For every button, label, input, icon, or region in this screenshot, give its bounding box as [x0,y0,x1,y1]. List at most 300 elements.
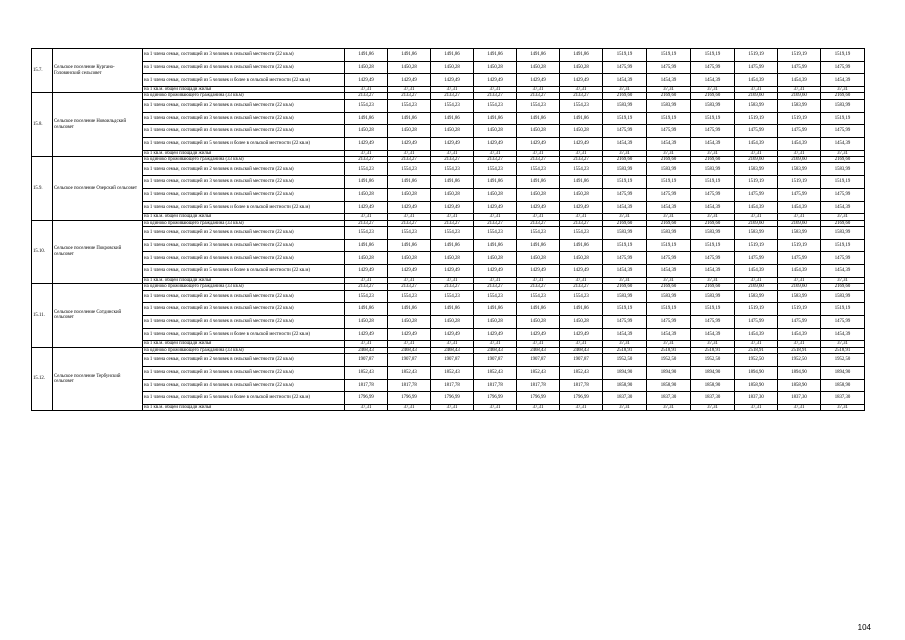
tariff-value: 2169,60 [735,284,778,290]
tariff-value: 1429,49 [431,328,474,341]
tariff-value: 1519,19 [603,112,647,125]
tariff-value: 1429,49 [345,137,388,150]
tariff-value: 37,31 [560,277,603,283]
tariff-value: 1519,19 [647,303,691,316]
table-row [32,49,865,62]
tariff-value: 2169,60 [778,220,821,226]
tariff-value: 1491,86 [388,49,431,62]
tariff-value: 1554,23 [345,290,388,303]
tariff-value: 1554,23 [388,99,431,112]
tariff-value: 1858,90 [735,379,778,392]
tariff-value: 1454,39 [821,265,865,278]
tariff-value: 1519,19 [647,176,691,189]
tariff-value: 37,31 [821,150,865,156]
tariff-value: 1429,49 [474,74,517,87]
item-number: 15.7. [32,49,53,93]
tariff-value: 1429,49 [560,328,603,341]
tariff-value: 1429,49 [388,137,431,150]
tariff-value: 2133,27 [388,284,431,290]
tariff-value: 2133,27 [431,220,474,226]
tariff-value: 1837,30 [647,392,691,405]
tariff-value: 37,31 [647,214,691,220]
tariff-value: 1475,99 [603,125,647,138]
settlement-name: Сельское поселение Новоильдский сельсовет [53,93,143,157]
tariff-value: 37,31 [691,87,735,93]
table-row [32,252,865,265]
norm-description: на 1 члена семьи, состоящей из 4 человек в сельской местности (22 кв.м) [143,315,345,328]
norm-description: на 1 члена семьи, состоящей из 5 человек и более в сельской местности (22 кв.м) [143,137,345,150]
tariff-value: 37,31 [560,214,603,220]
tariff-value: 1429,49 [517,137,560,150]
tariff-value: 1583,99 [691,99,735,112]
norm-description: на 1 члена семьи, состоящей из 4 человек в сельской местности (22 кв.м) [143,61,345,74]
table-row [32,366,865,379]
tariff-value: 1454,39 [647,74,691,87]
table-row [32,290,865,303]
tariff-value: 37,31 [431,404,474,410]
table-row [32,112,865,125]
tariff-value: 1491,86 [517,303,560,316]
tariff-value: 1454,39 [691,137,735,150]
tariff-value: 37,31 [603,341,647,347]
tariff-value: 1858,90 [691,379,735,392]
tariff-value: 1454,39 [821,201,865,214]
tariff-value: 1491,86 [517,239,560,252]
tariff-value: 37,31 [388,277,431,283]
tariff-value: 2169,60 [603,284,647,290]
tariff-value: 1429,49 [431,74,474,87]
tariff-value: 1952,50 [647,354,691,367]
settlement-name: Сельское поселение Озерский сельсовет [53,157,143,221]
tariff-value: 2169,60 [735,157,778,163]
tariff-value: 37,31 [431,150,474,156]
tariff-value: 1858,90 [778,379,821,392]
tariff-value: 37,31 [735,150,778,156]
tariff-value: 1554,23 [431,227,474,240]
tariff-value: 37,31 [691,404,735,410]
item-number: 15.10. [32,220,53,284]
tariff-value: 37,31 [388,214,431,220]
tariff-value: 1475,99 [735,61,778,74]
table-row [32,74,865,87]
tariff-value: 1491,86 [474,239,517,252]
tariff-value: 1852,43 [431,366,474,379]
tariff-value: 1491,86 [345,239,388,252]
norm-description: на 1 члена семьи, состоящей из 3 человек в сельской местности (22 кв.м) [143,176,345,189]
tariff-value: 1519,19 [691,303,735,316]
norm-description: на одиноко проживающего гражданина (33 кв.м) [143,220,345,226]
tariff-value: 1554,23 [474,227,517,240]
tariff-value: 1429,49 [431,265,474,278]
tariff-value: 1491,86 [431,239,474,252]
tariff-value: 2169,60 [821,93,865,99]
tariff-value: 1817,78 [517,379,560,392]
tariff-value: 1952,50 [603,354,647,367]
tariff-value: 2169,60 [691,284,735,290]
tariff-value: 1454,39 [778,74,821,87]
tariff-value: 2169,60 [691,220,735,226]
tariff-value: 37,31 [603,150,647,156]
tariff-value: 2133,27 [388,93,431,99]
tariff-value: 1429,49 [431,201,474,214]
tariff-value: 1454,39 [603,201,647,214]
tariff-value: 1583,99 [603,227,647,240]
tariff-value: 2133,27 [345,284,388,290]
tariff-value: 1475,99 [647,315,691,328]
norm-description: на 1 члена семьи, состоящей из 2 человек в сельской местности (22 кв.м) [143,163,345,176]
tariff-value: 1519,19 [735,49,778,62]
tariff-value: 1475,99 [735,315,778,328]
tariff-value: 1519,19 [735,176,778,189]
norm-description: на 1 члена семьи, состоящей из 5 человек и более в сельской местности (22 кв.м) [143,328,345,341]
tariff-value: 37,31 [517,150,560,156]
tariff-value: 1475,99 [603,315,647,328]
tariff-value: 37,31 [388,150,431,156]
tariff-value: 2169,60 [647,93,691,99]
tariff-value: 1491,86 [560,239,603,252]
tariff-value: 1519,19 [821,303,865,316]
tariff-value: 1429,49 [388,265,431,278]
tariff-value: 1429,49 [474,137,517,150]
tariff-value: 1907,87 [560,354,603,367]
tariff-value: 37,31 [431,214,474,220]
tariff-value: 37,31 [560,341,603,347]
tariff-value: 37,31 [474,341,517,347]
tariff-value: 1491,86 [388,239,431,252]
tariff-value: 37,31 [821,404,865,410]
tariff-value: 1475,99 [821,252,865,265]
tariff-value: 37,31 [778,87,821,93]
tariff-value: 1894,90 [603,366,647,379]
tariff-value: 1852,43 [345,366,388,379]
tariff-value: 37,31 [388,87,431,93]
tariff-value: 1454,39 [603,265,647,278]
tariff-value: 1837,30 [735,392,778,405]
tariff-value: 1454,39 [647,201,691,214]
tariff-value: 37,31 [603,277,647,283]
norm-description: на 1 члена семьи, состоящей из 2 человек в сельской местности (22 кв.м) [143,99,345,112]
norm-description: на 1 члена семьи, состоящей из 3 человек в сельской местности (22 кв.м) [143,239,345,252]
tariff-value: 37,31 [474,150,517,156]
tariff-value: 2169,60 [735,220,778,226]
tariff-value: 1583,99 [821,163,865,176]
tariff-value: 2133,27 [388,157,431,163]
tariff-value: 1907,87 [345,354,388,367]
tariff-value: 1429,49 [388,74,431,87]
tariff-value: 1429,49 [517,328,560,341]
tariff-value: 1583,99 [647,290,691,303]
tariff-value: 1907,87 [474,354,517,367]
tariff-value: 1837,30 [778,392,821,405]
tariff-value: 1454,39 [735,265,778,278]
tariff-value: 1852,43 [560,366,603,379]
tariff-value: 1837,30 [691,392,735,405]
tariff-value: 1475,99 [821,125,865,138]
tariff-value: 1583,99 [778,290,821,303]
tariff-value: 1475,99 [691,125,735,138]
tariff-value: 1554,23 [388,227,431,240]
table-row [32,61,865,74]
tariff-value: 1519,19 [735,112,778,125]
tariff-value: 1852,43 [388,366,431,379]
norm-description: на 1 члена семьи, состоящей из 5 человек и более в сельской местности (22 кв.м) [143,74,345,87]
tariff-value: 1429,49 [560,137,603,150]
tariff-value: 37,31 [431,87,474,93]
tariff-value: 1475,99 [778,252,821,265]
tariff-value: 1450,28 [474,252,517,265]
table-row [32,404,865,410]
tariff-value: 2133,27 [474,157,517,163]
tariff-value: 1491,86 [431,112,474,125]
tariff-value: 1454,39 [735,74,778,87]
tariff-value: 1429,49 [345,265,388,278]
norm-description: на 1 члена семьи, состоящей из 4 человек в сельской местности (22 кв.м) [143,252,345,265]
tariff-value: 1583,99 [821,227,865,240]
tariff-value: 1554,23 [474,163,517,176]
tariff-value: 1894,90 [821,366,865,379]
tariff-value: 37,31 [778,214,821,220]
norm-description: на одиноко проживающего гражданина (33 кв.м) [143,284,345,290]
norm-description: на 1 члена семьи, состоящей из 4 человек в сельской местности (22 кв.м) [143,188,345,201]
tariff-value: 37,31 [778,277,821,283]
tariff-value: 1450,28 [517,61,560,74]
tariff-value: 1583,99 [691,163,735,176]
table-row [32,188,865,201]
tariff-value: 1450,28 [517,125,560,138]
norm-description: на 1 кв.м. общей площади жилья [143,404,345,410]
tariff-value: 2169,60 [778,93,821,99]
tariff-value: 37,31 [735,214,778,220]
tariff-value: 1475,99 [691,315,735,328]
tariff-value: 1450,28 [431,188,474,201]
table-row [32,125,865,138]
tariff-value: 1858,90 [821,379,865,392]
norm-description: на 1 кв.м. общей площади жилья [143,87,345,93]
tariff-value: 1475,99 [691,188,735,201]
tariff-value: 1450,28 [474,61,517,74]
tariff-value: 37,31 [388,404,431,410]
tariff-value: 1450,28 [431,315,474,328]
tariff-value: 1907,87 [388,354,431,367]
item-number: 15.11. [32,284,53,348]
tariff-value: 1454,39 [735,137,778,150]
tariff-value: 37,31 [647,277,691,283]
tariff-value: 1796,99 [560,392,603,405]
tariff-value: 2133,27 [560,93,603,99]
tariff-value: 1450,28 [345,188,388,201]
tariff-value: 1450,28 [431,252,474,265]
tariff-value: 1817,78 [560,379,603,392]
tariff-value: 1583,99 [647,227,691,240]
tariff-value: 1554,23 [388,163,431,176]
tariff-value: 1475,99 [735,125,778,138]
tariff-value: 37,31 [474,277,517,283]
tariff-value: 1475,99 [778,188,821,201]
tariff-value: 1450,28 [388,125,431,138]
tariff-value: 2133,27 [517,93,560,99]
tariff-value: 1475,99 [778,315,821,328]
tariff-value: 1554,23 [431,99,474,112]
tariff-value: 2169,60 [603,220,647,226]
tariff-value: 1583,99 [603,163,647,176]
tariff-value: 1429,49 [388,201,431,214]
table-row [32,99,865,112]
tariff-value: 1817,78 [431,379,474,392]
tariff-value: 1491,86 [517,112,560,125]
tariff-value: 1450,28 [560,61,603,74]
tariff-value: 2169,60 [821,157,865,163]
tariff-value: 2133,27 [431,157,474,163]
tariff-value: 37,31 [517,214,560,220]
tariff-value: 1454,39 [821,137,865,150]
tariff-value: 37,31 [647,404,691,410]
tariff-value: 2169,60 [778,284,821,290]
tariff-value: 1583,99 [735,290,778,303]
tariff-value: 1491,86 [560,303,603,316]
tariff-value: 1519,19 [778,49,821,62]
tariff-value: 1583,99 [821,290,865,303]
table-row [32,137,865,150]
table-row [32,315,865,328]
table-row [32,303,865,316]
tariff-value: 1475,99 [735,252,778,265]
settlement-name: Сельское поселение Покровский сельсовет [53,220,143,284]
tariff-value: 1583,99 [778,227,821,240]
tariff-value: 1852,43 [517,366,560,379]
tariff-value: 1475,99 [647,61,691,74]
tariff-value: 37,31 [821,87,865,93]
tariff-value: 37,31 [560,150,603,156]
tariff-value: 1491,86 [345,112,388,125]
tariff-value: 1475,99 [821,188,865,201]
tariff-value: 1491,86 [345,49,388,62]
tariff-table [31,48,865,411]
tariff-value: 2169,60 [821,220,865,226]
tariff-value: 1519,19 [821,49,865,62]
tariff-value: 1952,50 [778,354,821,367]
tariff-value: 1450,28 [474,125,517,138]
tariff-value: 1554,23 [560,227,603,240]
tariff-value: 1817,78 [388,379,431,392]
tariff-value: 37,31 [345,277,388,283]
tariff-value: 2169,60 [735,93,778,99]
table-row [32,176,865,189]
norm-description: на одиноко проживающего гражданина (33 кв.м) [143,93,345,99]
tariff-value: 37,31 [735,341,778,347]
tariff-value: 37,31 [691,341,735,347]
tariff-value: 1554,23 [517,163,560,176]
tariff-value: 1894,90 [647,366,691,379]
tariff-value: 1491,86 [474,176,517,189]
tariff-value: 37,31 [735,277,778,283]
tariff-value: 1491,86 [431,176,474,189]
tariff-value: 1450,28 [474,188,517,201]
tariff-value: 1454,39 [735,201,778,214]
tariff-value: 1491,86 [560,176,603,189]
tariff-value: 1450,28 [431,125,474,138]
tariff-value: 2133,27 [345,93,388,99]
tariff-value: 1450,28 [345,252,388,265]
tariff-value: 1475,99 [603,61,647,74]
norm-description: на 1 члена семьи, состоящей из 4 человек в сельской местности (22 кв.м) [143,125,345,138]
tariff-value: 1450,28 [345,125,388,138]
tariff-value: 1519,19 [735,303,778,316]
norm-description: на одиноко проживающего гражданина (33 кв.м) [143,157,345,163]
tariff-value: 1894,90 [691,366,735,379]
tariff-value: 1519,19 [647,239,691,252]
tariff-value: 1454,39 [821,328,865,341]
tariff-value: 2169,60 [821,284,865,290]
tariff-value: 1554,23 [560,99,603,112]
item-number: 15.8. [32,93,53,157]
norm-description: на 1 члена семьи, состоящей из 5 человек и более в сельской местности (22 кв.м) [143,265,345,278]
table-row [32,239,865,252]
tariff-value: 1454,39 [735,328,778,341]
norm-description: на одиноко проживающего гражданина (33 кв.м) [143,347,345,353]
item-number: 15.9. [32,157,53,221]
norm-description: на 1 члена семьи, состоящей из 4 человек в сельской местности (22 кв.м) [143,379,345,392]
tariff-value: 1583,99 [821,99,865,112]
tariff-value: 1450,28 [388,252,431,265]
tariff-value: 1429,49 [388,328,431,341]
tariff-value: 1554,23 [560,163,603,176]
tariff-value: 1858,90 [647,379,691,392]
tariff-value: 1519,19 [778,176,821,189]
tariff-value: 2518,91 [603,347,647,353]
tariff-value: 37,31 [560,404,603,410]
norm-description: на 1 члена семьи, состоящей из 3 человек в сельской местности (22 кв.м) [143,112,345,125]
tariff-value: 37,31 [345,404,388,410]
tariff-value: 1491,86 [431,49,474,62]
tariff-value: 1454,39 [647,328,691,341]
tariff-value: 2468,43 [474,347,517,353]
tariff-value: 1475,99 [691,252,735,265]
tariff-value: 1454,39 [647,265,691,278]
tariff-value: 1519,19 [647,112,691,125]
tariff-value: 1583,99 [735,227,778,240]
tariff-value: 1519,19 [821,239,865,252]
tariff-value: 1450,28 [560,252,603,265]
tariff-value: 1519,19 [647,49,691,62]
tariff-value: 37,31 [691,214,735,220]
tariff-value: 1429,49 [560,74,603,87]
tariff-value: 1475,99 [647,125,691,138]
tariff-value: 1454,39 [691,74,735,87]
tariff-value: 37,31 [821,277,865,283]
tariff-value: 1429,49 [517,201,560,214]
tariff-value: 1429,49 [560,201,603,214]
tariff-value: 1852,43 [474,366,517,379]
tariff-value: 1429,49 [560,265,603,278]
tariff-value: 1583,99 [691,227,735,240]
table-row [32,265,865,278]
tariff-value: 1554,23 [517,227,560,240]
tariff-value: 1583,99 [735,99,778,112]
tariff-value: 1519,19 [778,239,821,252]
norm-description: на 1 члена семьи, состоящей из 5 человек и более в сельской местности (22 кв.м) [143,392,345,405]
tariff-value: 1554,23 [560,290,603,303]
tariff-value: 1491,86 [560,112,603,125]
tariff-value: 2468,43 [388,347,431,353]
tariff-value: 1491,86 [345,303,388,316]
table-row [32,328,865,341]
tariff-value: 1454,39 [603,328,647,341]
tariff-value: 1519,19 [821,112,865,125]
tariff-value: 37,31 [647,150,691,156]
tariff-value: 2133,27 [560,284,603,290]
tariff-value: 1450,28 [388,61,431,74]
tariff-value: 1454,39 [691,328,735,341]
